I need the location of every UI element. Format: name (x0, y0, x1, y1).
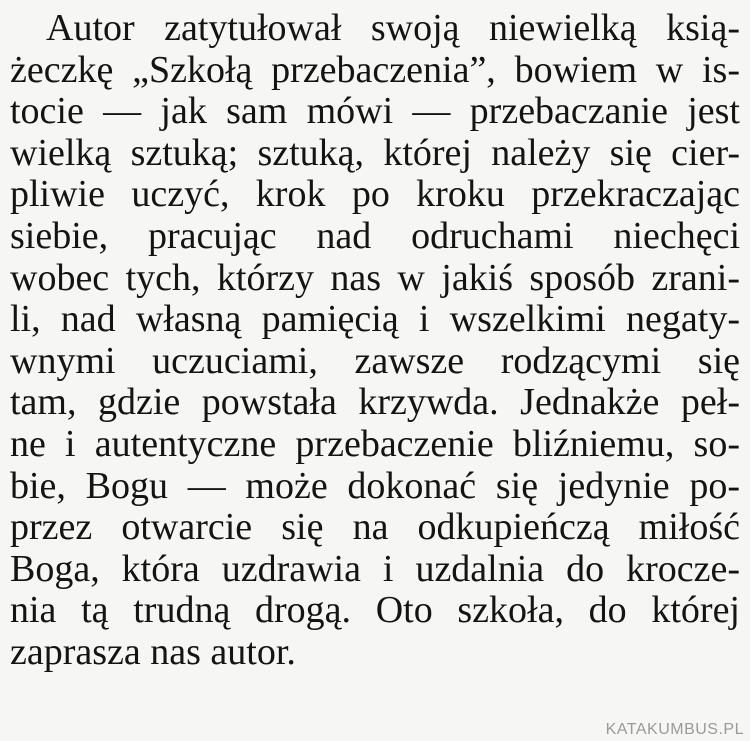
paragraph-line: bie, Bogu — może dokonać się jedynie po- (10, 465, 740, 507)
site-watermark: KATAKUMBUS.PL (605, 721, 744, 738)
paragraph-line: li, nad własną pamięcią i wszelkimi negaty- (10, 299, 740, 341)
paragraph-line: wnymi uczuciami, zawsze rodzącymi się (10, 340, 740, 382)
paragraph-line: wobec tych, którzy nas w jakiś sposób zrani- (10, 257, 740, 299)
paragraph (10, 8, 740, 674)
paragraph-line: ne i autentyczne przebaczenie bliźniemu, so- (10, 423, 740, 465)
paragraph-line: tam, gdzie powstała krzywda. Jednakże peł- (10, 382, 740, 424)
paragraph-line: wielką sztuką; sztuką, której należy się cier- (10, 132, 740, 174)
paragraph-line: pliwie uczyć, krok po kroku przekraczając (10, 174, 740, 216)
paragraph-line: nia tą trudną drogą. Oto szkoła, do której (10, 590, 740, 632)
paragraph-line: żeczkę „Szkołą przebaczenia”, bowiem w is- (10, 49, 740, 91)
paragraph-line: siebie, pracując nad odruchami niechęci (10, 215, 740, 257)
paragraph-line: zaprasza nas autor. (10, 631, 296, 673)
paragraph-line: przez otwarcie się na odkupieńczą miłość (10, 507, 740, 549)
paragraph-line: tocie — jak sam mówi — przebaczanie jest (10, 91, 740, 133)
paragraph-line: Boga, która uzdrawia i uzdalnia do kroczе- (10, 548, 740, 590)
paragraph-line: Autor zatytułował swoją niewielką ksią- (46, 8, 740, 49)
